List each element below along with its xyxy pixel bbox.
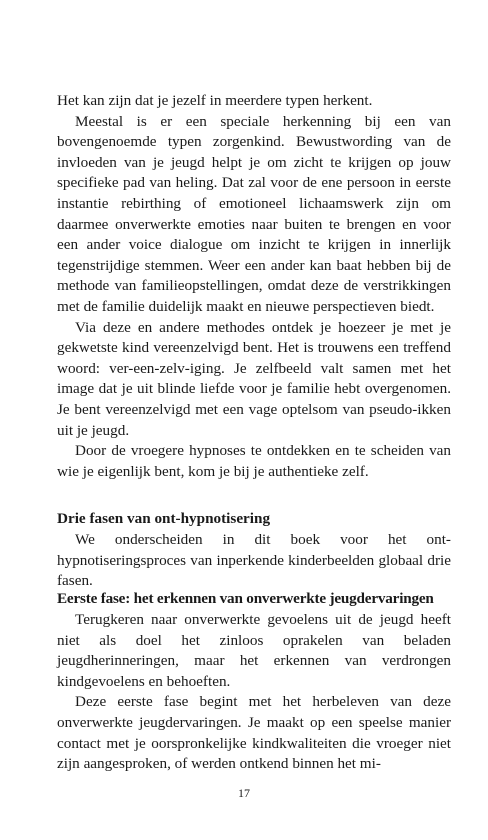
page-number: 17: [238, 786, 250, 800]
paragraph: Via deze en andere methodes ontdek je hoezeer je met je gekwetste kind vereenzelvigd bent. Het is trouwens een treffend woord: ver-een-zelv-iging. Je zelfbeeld valt samen met het image dat je uit blinde liefde voor je familie hebt overgenomen. Je bent vereenzelvigd met een vage optelsom van pseudo-ikken uit je jeugd.: [57, 318, 451, 439]
paragraph: We onderscheiden in dit boek voor het ont-hypnotiseringsproces van inperkende kinderbeelden globaal drie fasen.: [57, 531, 451, 590]
section-heading: Drie fasen van ont-hypnotisering: [57, 510, 271, 527]
subsection-heading: Eerste fase: het erkennen van onverwerkte jeugdervaringen: [57, 590, 434, 607]
section-intro-text: [57, 91, 451, 482]
section-first-phase-text: [57, 610, 451, 775]
section-phases-text: [57, 530, 451, 592]
paragraph: Door de vroegere hypnoses te ontdekken en te scheiden van wie je eigenlijk bent, kom je bij je authentieke zelf.: [57, 442, 451, 480]
paragraph: Het kan zijn dat je jezelf in meerdere typen herkent.: [57, 92, 373, 109]
paragraph: Deze eerste fase begint met het herbeleven van deze onverwerkte jeugdervaringen. Je maakt op een speelse manier contact met je oorspronkelijke kindkwaliteiten die vroeger niet zijn aangesproken, of werden ontkend binnen het mi-: [57, 693, 451, 773]
paragraph: Terugkeren naar onverwerkte gevoelens uit de jeugd heeft niet als doel het zinloos oprakelen van beladen jeugdherinneringen, maar het erkennen van verdrongen kindgevoelens en behoeften.: [57, 611, 451, 690]
paragraph: Meestal is er een speciale herkenning bij een van bovengenoemde typen zorgenkind. Bewustwording van de invloeden van je jeugd helpt je om zicht te krijgen op jouw specifieke pad van heling. Dat zal voor de ene persoon in eerste instantie rebirthing of emotioneel lichaamswerk zijn om daarmee onverwerkte emoties naar buiten te brengen en voor een ander voice dialogue om inzicht te krijgen in innerlijk tegenstrijdige stemmen. Weer een ander kan baat hebben bij de methode van familieopstellingen, omdat deze de verstrikkingen met de familie duidelijk maakt en nieuwe perspectieven biedt.: [57, 112, 451, 315]
